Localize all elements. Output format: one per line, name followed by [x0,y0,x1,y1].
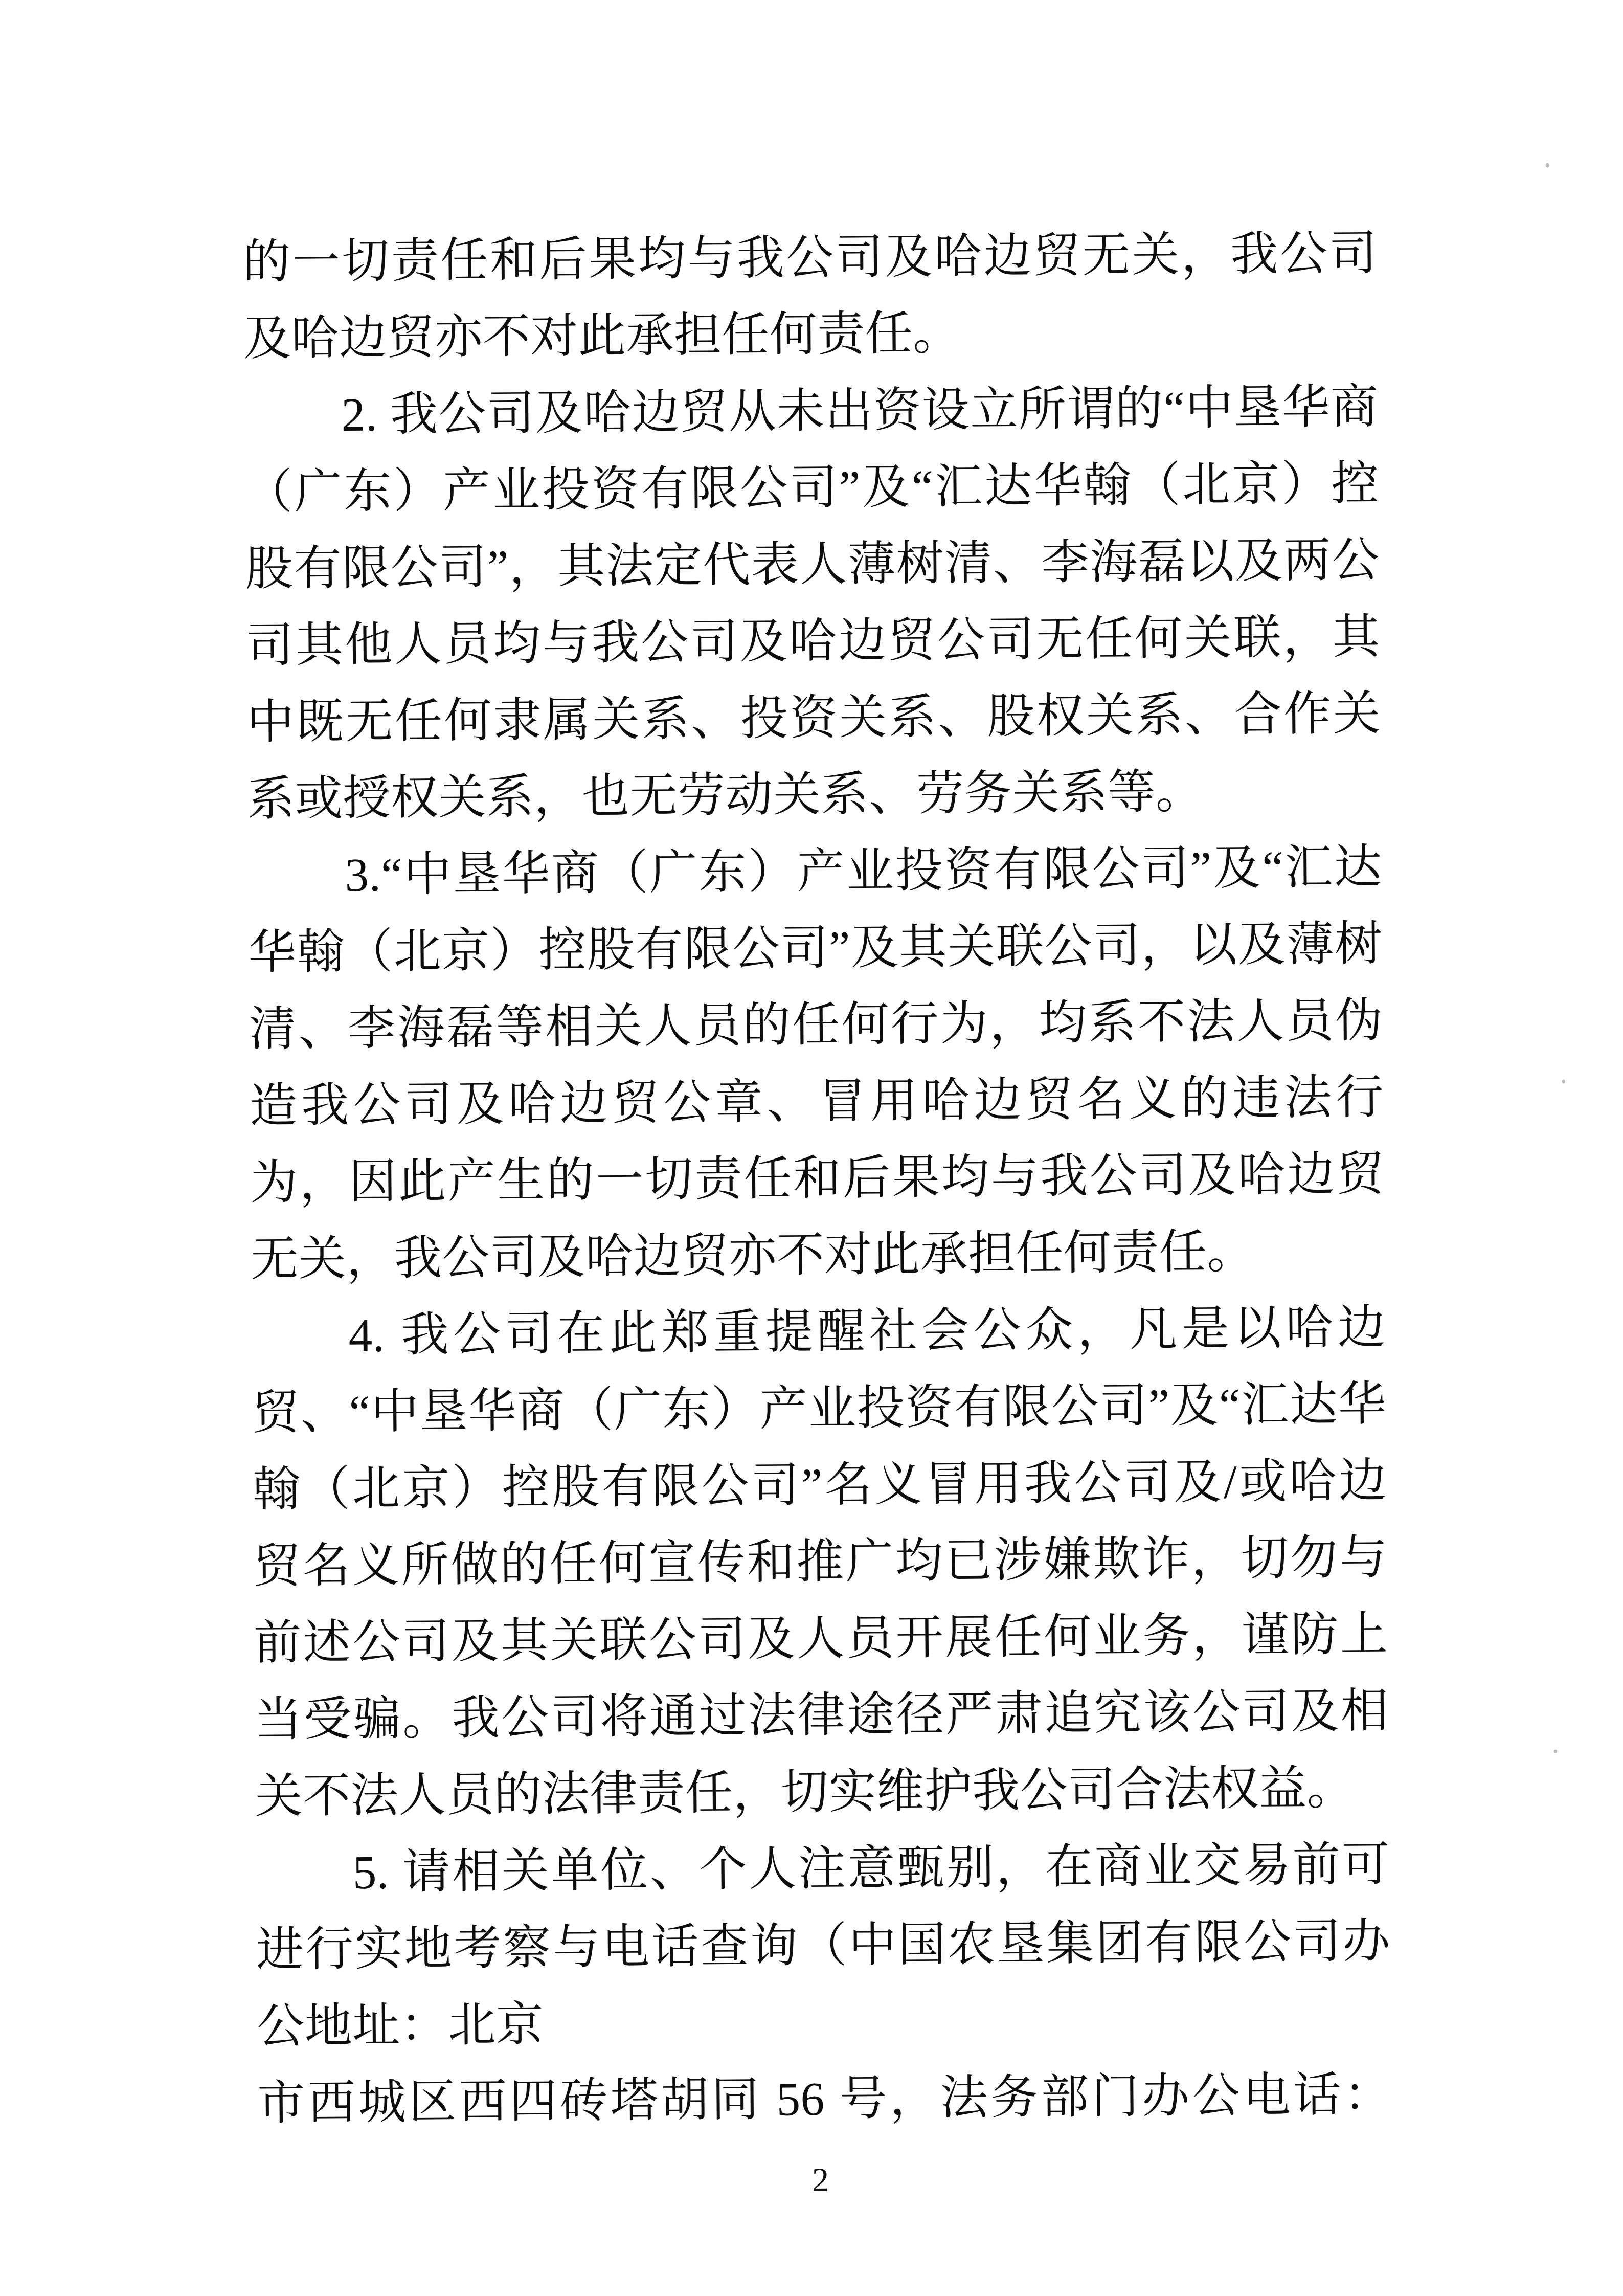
scan-speckle [1546,163,1549,168]
scan-speckle [1554,1750,1557,1753]
scan-speckle [1562,1079,1565,1083]
paragraph-item-5-continued: 市西城区西四砖塔胡同 56 号，法务部门办公电话： [257,2068,1392,2130]
paragraph-item-5: 5. 请相关单位、个人注意甄别，在商业交易前可进行实地考察与电话查询（中国农垦集团有限公司办公地址：北京 [256,1838,1391,2054]
paragraph-item-2: 2. 我公司及哈边贸从未出资设立所谓的“中垦华商（广东）产业投资有限公司”及“汇达华翰（北京）控股有限公司”，其法定代表人薄树清、李海磊以及两公司其他人员均与我公司及哈边贸公司无任何关联，其中既无任何隶属关系、投资关系、股权关系、合作关系或授权关系，也无劳动关系、劳务关系等。 [244,381,1381,826]
paragraph-item-4: 4. 我公司在此郑重提醒社会公众，凡是以哈边贸、“中垦华商（广东）产业投资有限公司”及“汇达华翰（北京）控股有限公司”名义冒用我公司及/或哈边贸名义所做的任何宣传和推广均已涉嫌欺诈，切勿与前述公司及其关联公司及人员开展任何业务，谨防上当受骗。我公司将通过法律途径严肃追究该公司及相关不法人员的法律责任，切实维护我公司合法权益。 [252,1301,1389,1823]
paragraph-continuation: 的一切责任和后果均与我公司及哈边贸无关，我公司及哈边贸亦不对此承担任何责任。 [242,227,1378,366]
paragraph-item-3: 3.“中垦华商（广东）产业投资有限公司”及“汇达华翰（北京）控股有限公司”及其关联公司，以及薄树清、李海磊等相关人员的任何行为，均系不法人员伪造我公司及哈边贸公章、冒用哈边贸名义的违法行为，因此产生的一切责任和后果均与我公司及哈边贸无关，我公司及哈边贸亦不对此承担任何责任。 [248,841,1385,1286]
document-body [243,215,1392,2142]
page-number: 2 [812,2161,829,2199]
